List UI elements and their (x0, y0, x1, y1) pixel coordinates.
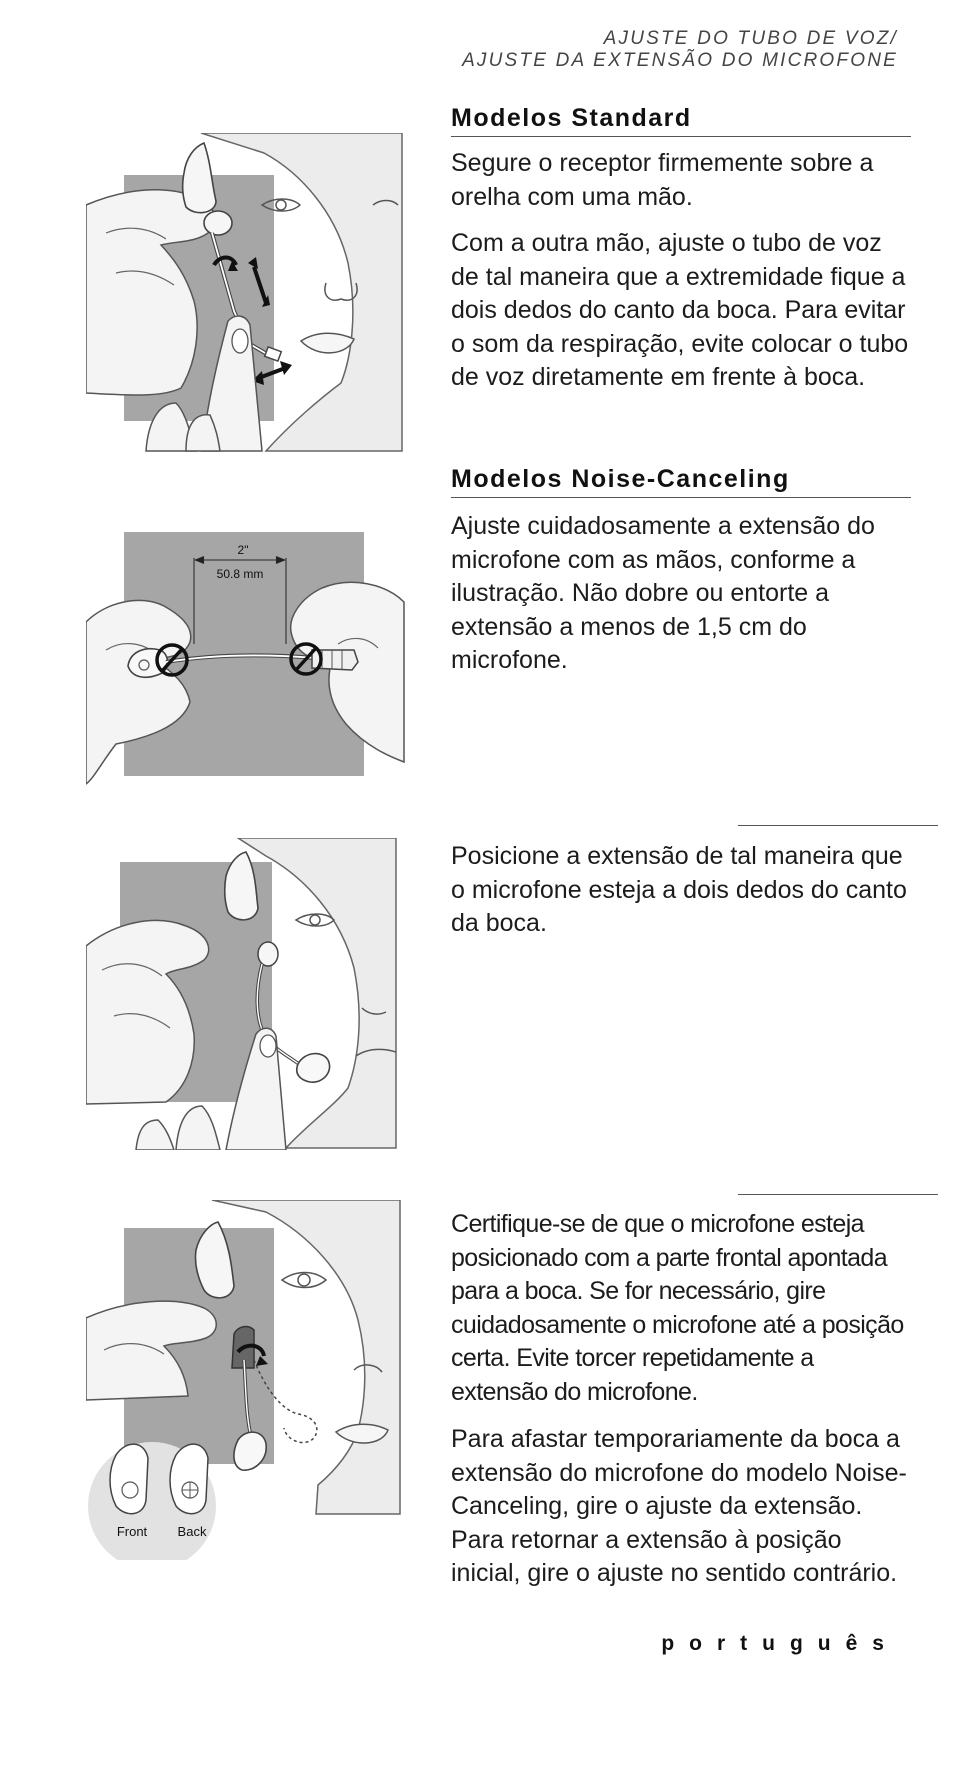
noise-canceling-paragraph-1: Ajuste cuidadosamente a extensão do microfone com as mãos, conforme a ilustração. Não dobre ou entorte a extensão a menos de 1,5 cm do microfone. (451, 512, 875, 674)
label-front: Front (116, 1524, 148, 1539)
illustration-adjust-voice-tube (86, 133, 406, 453)
page-header (462, 28, 898, 72)
header-line-1: AJUSTE DO TUBO DE VOZ/ (603, 28, 898, 49)
standard-paragraph-2: Com a outra mão, ajuste o tubo de voz de tal maneira que a extremidade fique a dois dedos do canto da boca. Para evitar o som da respiração, evite colocar o tubo de voz diretamente em frente à boca. (451, 229, 909, 391)
illustration-position-boom (86, 838, 398, 1150)
illustration-rotate-microphone (86, 1200, 406, 1560)
section-divider-orientation (738, 1194, 938, 1195)
orientation-paragraph-1: Certifique-se de que o microfone esteja posicionado com a parte frontal apontada para a boca. Se for necessário, gire cuidadosamente o microfone até a posição certa. Evite torcer repetidamente a extensão do microfone. (451, 1210, 904, 1406)
header-line-2: AJUSTE DA EXTENSÃO DO MICROFONE (462, 50, 898, 71)
illustration-bend-microphone-boom (86, 532, 406, 796)
position-paragraph-1: Posicione a extensão de tal maneira que o microfone esteja a dois dedos do canto da boca. (451, 842, 907, 937)
section-divider-position (738, 825, 938, 826)
label-back: Back (177, 1524, 207, 1539)
standard-paragraph-1: Segure o receptor firmemente sobre a orelha com uma mão. (451, 149, 874, 211)
orientation-paragraph-2: Para afastar temporariamente da boca a extensão do microfone do modelo Noise-Canceling, gire o ajuste da extensão. Para retornar a extensão à posição inicial, gire o ajuste no sentido contrário. (451, 1425, 907, 1587)
section-title-standard: Modelos Standard (451, 104, 911, 137)
dimension-inches: 2" (237, 543, 249, 557)
section-title-noise-canceling: Modelos Noise-Canceling (451, 465, 911, 498)
footer-language: português (661, 1632, 899, 1655)
dimension-mm: 50.8 mm (216, 567, 264, 581)
